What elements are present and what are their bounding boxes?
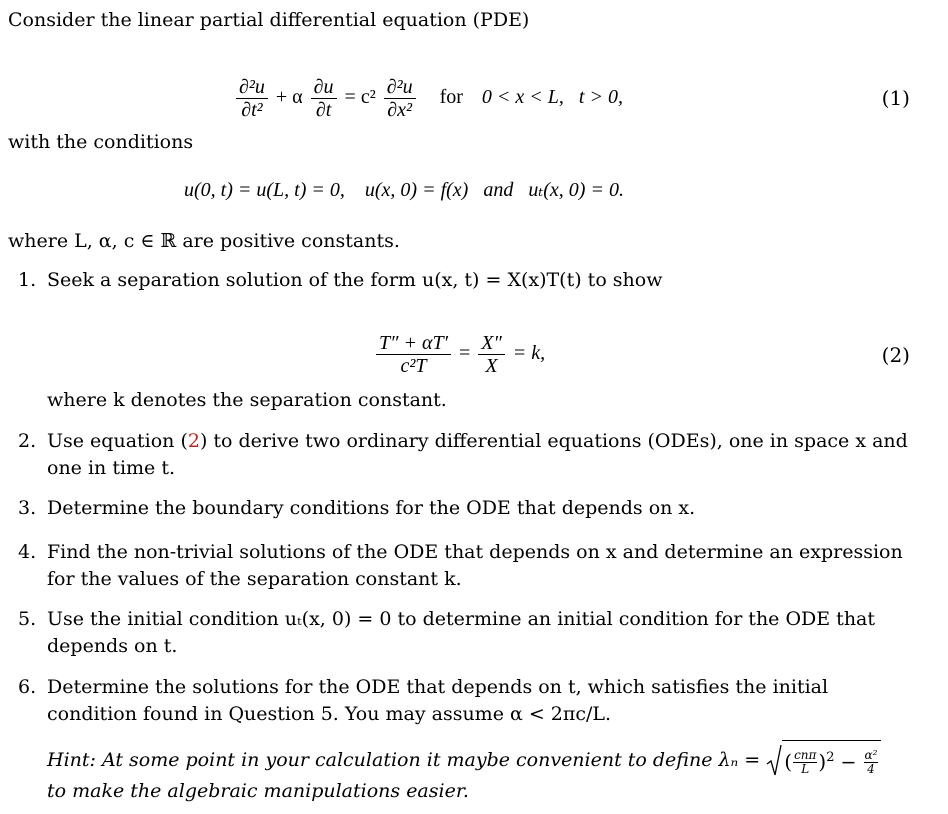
item-text: Determine the boundary conditions for the ODE that depends on x. bbox=[47, 497, 696, 519]
item-text: Use equation (2) to derive two ordinary differential equations (ODEs), one in space x and one in time t. bbox=[47, 430, 908, 479]
where-constants: where L, α, c ∈ ℝ are positive constants. bbox=[8, 230, 400, 252]
list-item-2 bbox=[18, 428, 912, 482]
equation-1-number: (1) bbox=[881, 86, 910, 110]
frac-alpha2-4: $\frac{\text{α²}}{4}$ bbox=[864, 748, 878, 777]
for-word: for bbox=[439, 86, 463, 108]
hint bbox=[47, 744, 912, 805]
list-item-5 bbox=[18, 606, 912, 660]
frac-d2u-dx2: $\frac{\text{∂²u}}{\text{∂x²}}$ bbox=[384, 76, 416, 121]
plus-alpha: + α bbox=[275, 86, 303, 108]
item-number: 6. bbox=[18, 676, 37, 698]
intro-text: Consider the linear partial differential equation (PDE) bbox=[8, 9, 530, 31]
equation-2 bbox=[373, 328, 545, 378]
equals-k: = k, bbox=[512, 342, 546, 364]
frac-d2u-dt2: $\frac{\text{∂²u}}{\text{∂t²}}$ bbox=[236, 76, 268, 121]
item-text: Use the initial condition uₜ(x, 0) = 0 to determine an initial condition for the ODE that depends on t. bbox=[47, 608, 876, 657]
list-item-1 bbox=[18, 267, 912, 294]
equation-2-number: (2) bbox=[881, 343, 910, 367]
item-number: 5. bbox=[18, 608, 37, 630]
sqrt-expression: ( cnπ L )$^2$ − $\frac{\text{α²}}{4}$ bbox=[766, 744, 881, 778]
equation-1 bbox=[233, 72, 623, 122]
frac-X: $\frac{X''}{X}$ bbox=[478, 332, 505, 377]
frac-T: $\frac{T'' + \alpha T'}{\text{c²T}}$ bbox=[376, 332, 451, 377]
separation-constant-text: where k denotes the separation constant. bbox=[47, 389, 447, 411]
item-text: Find the non-trivial solutions of the ODE that depends on x and determine an expression for the values of the separation constant k. bbox=[47, 541, 903, 590]
frac-cnpi-L: cnπ L bbox=[794, 748, 817, 777]
hint-text-post: to make the algebraic manipulations easier. bbox=[47, 780, 469, 802]
with-conditions: with the conditions bbox=[8, 131, 194, 153]
item-number: 2. bbox=[18, 430, 37, 452]
radical-sign-icon bbox=[766, 744, 782, 778]
list-item-3 bbox=[18, 495, 912, 522]
frac-du-dt: $\frac{\partial u}{\partial t}$ bbox=[311, 76, 337, 121]
equals: = bbox=[458, 342, 471, 364]
item-text: Determine the solutions for the ODE that depends on t, which satisfies the initial condition found in Question 5. You may assume α < 2πc/L. bbox=[47, 676, 829, 725]
list-item-4 bbox=[18, 539, 912, 593]
conditions: u(0, t) = u(L, t) = 0, u(x, 0) = f(x) and uₜ(x, 0) = 0. bbox=[184, 179, 624, 201]
item-number: 3. bbox=[18, 497, 37, 519]
item-number: 4. bbox=[18, 541, 37, 563]
hint-text-pre: Hint: At some point in your calculation it maybe convenient to define λₙ = bbox=[47, 749, 761, 771]
list-item-6 bbox=[18, 674, 912, 728]
item-number: 1. bbox=[18, 269, 37, 291]
domain: 0 < x < L, t > 0, bbox=[481, 86, 623, 108]
equals-c2: = c² bbox=[344, 86, 376, 108]
item-text: Seek a separation solution of the form u(x, t) = X(x)T(t) to show bbox=[47, 269, 663, 291]
equation-ref-link[interactable]: 2 bbox=[187, 430, 200, 452]
